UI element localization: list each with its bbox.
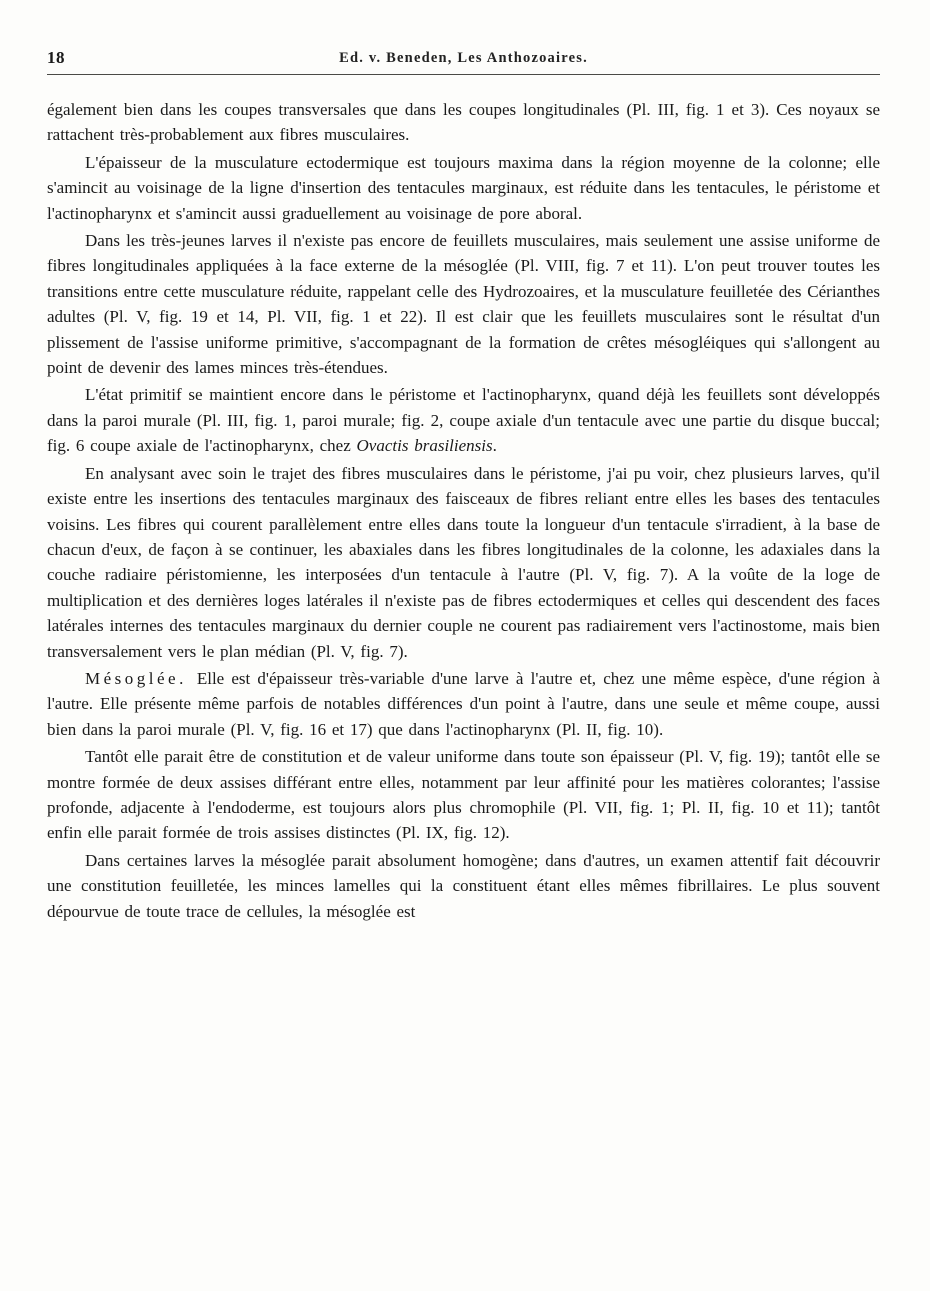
paragraph-3: Dans les très-jeunes larves il n'existe pas encore de feuillets musculaires, mais seulement une assise uniforme de fibres longitudinales appliquées à la face externe de la mésoglée (Pl. VIII, fig. 7 et 11). L'on peut trouver toutes les transitions entre cette musculature réduite, rappelant celle des Hydrozoaires, et la musculature feuilletée des Cérianthes adultes (Pl. V, fig. 19 et 14, Pl. VII, fig. 1 et 22). Il est clair que les feuillets musculaires sont le résultat d'un plissement de l'assise uniforme primitive, s'accompagnant de la formation de crêtes mésogléiques qui s'allongent au point de devenir des lames minces très-étendues. bbox=[47, 231, 880, 378]
paragraph-8: Dans certaines larves la mésoglée parait absolument homogène; dans d'autres, un examen attentif fait découvrir une constitution feuilletée, les minces lamelles qui la constituent étant elles mêmes fibrillaires. Le plus souvent dépourvue de toute trace de cellules, la mésoglée est bbox=[47, 850, 880, 921]
page-body bbox=[47, 97, 880, 924]
paragraph-5: En analysant avec soin le trajet des fibres musculaires dans le péristome, j'ai pu voir, chez plusieurs larves, qu'il existe entre les insertions des tentacules marginaux des faisceaux de fibres reliant entre elles les bases des tentacules voisins. Les fibres qui courent parallèlement entre elles dans toute la longueur d'un tentacule s'irradient, à la base de chacun d'eux, de façon à se continuer, les abaxiales dans les fibres longitudinales de la colonne, les adaxiales dans la couche radiaire péristomienne, les interposées d'un tentacule à l'autre (Pl. V, fig. 7). A la voûte de la loge de multiplication et des dernières loges latérales il n'existe pas de fibres ectodermiques et celles qui descendent des faces latérales internes des tentacules marginaux du dernier couple ne courent pas radiairement vers l'actinostome, mais bien transversalement vers le plan médian (Pl. V, fig. 7). bbox=[47, 463, 880, 661]
running-head bbox=[47, 48, 880, 75]
paragraph-7: Tantôt elle parait être de constitution et de valeur uniforme dans toute son épaisseur (Pl. V, fig. 19); tantôt elle se montre formée de deux assises différant entre elles, notamment par leur affinité pour les matières colorantes; l'assise profonde, adjacente à l'endoderme, est toujours alors plus chromophile (Pl. VII, fig. 1; Pl. II, fig. 10 et 11); tantôt enfin elle parait formée de trois assises distinctes (Pl. IX, fig. 12). bbox=[47, 747, 880, 843]
paragraph-6-text: Elle est d'épaisseur très-variable d'une larve à l'autre et, chez une même espèce, d'une région à l'autre. Elle présente même parfois de notables différences d'un point à l'autre, dans une seule et même coupe, aussi bien dans la paroi murale (Pl. V, fig. 16 et 17) que dans l'actinopharynx (Pl. II, fig. 10). bbox=[47, 668, 880, 739]
paragraph-2: L'épaisseur de la musculature ectodermique est toujours maxima dans la région moyenne de la colonne; elle s'amincit au voisinage de la ligne d'insertion des tentacules marginaux, est réduite dans les tentacules, le péristome et l'actinopharynx et s'amincit aussi graduellement au voisinage de pore aboral. bbox=[47, 152, 880, 223]
running-title: Ed. v. Beneden, Les Anthozoaires. bbox=[339, 50, 588, 66]
paragraph-4 bbox=[47, 382, 880, 458]
species-name: Ovactis brasiliensis bbox=[356, 436, 493, 456]
page-number: 18 bbox=[47, 48, 65, 67]
paragraph-1: également bien dans les coupes transversales que dans les coupes longitudinales (Pl. III, fig. 1 et 3). Ces noyaux se rattachent très-probablement aux fibres musculaires. bbox=[47, 100, 880, 145]
term-mesoglee: Mésoglée. bbox=[85, 668, 187, 688]
paragraph-4-text: L'état primitif se maintient encore dans le péristome et l'actinopharynx, quand déjà les feuillets sont développés dans la paroi murale (Pl. III, fig. 1, paroi murale; fig. 2, coupe axiale d'un tentacule avec une partie du disque buccal; fig. 6 coupe axiale de l'actinopharynx, chez bbox=[47, 385, 880, 456]
paragraph-4-end: . bbox=[492, 436, 497, 456]
paragraph-6 bbox=[47, 666, 880, 742]
